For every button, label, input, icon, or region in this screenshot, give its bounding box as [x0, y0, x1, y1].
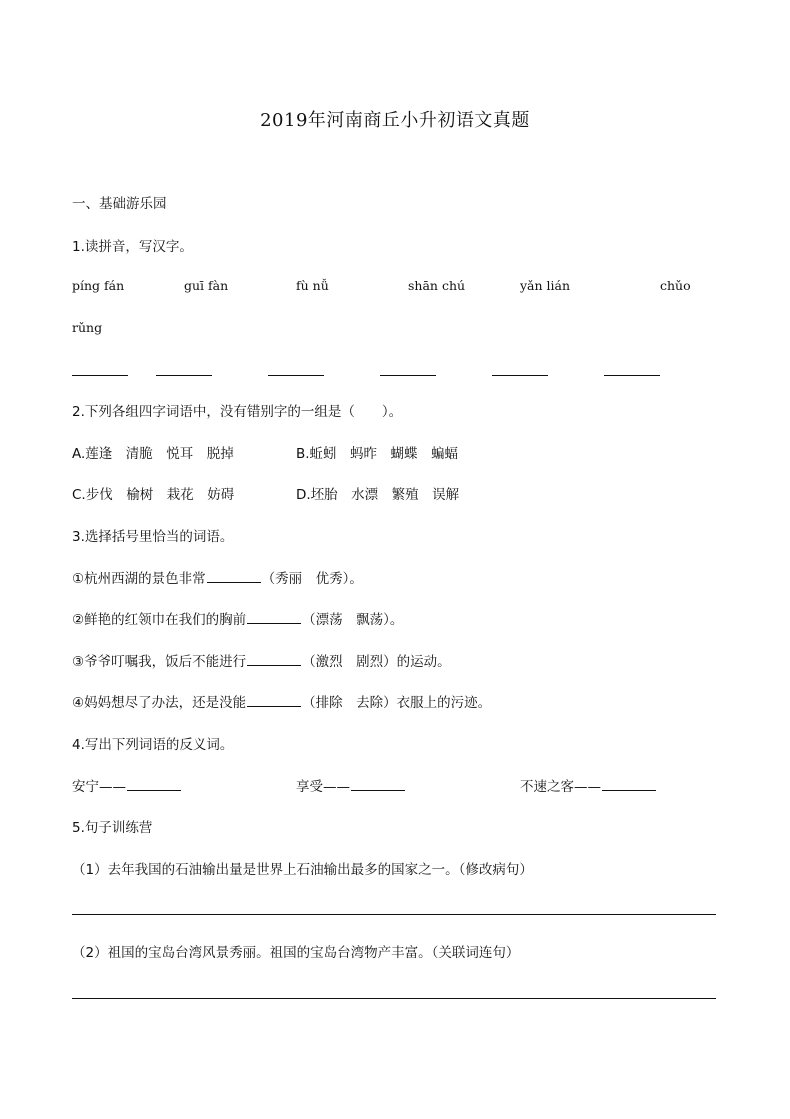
- pinyin-3: fù nǚ: [296, 278, 329, 293]
- item-text: ④妈妈想尽了办法，还是没能: [72, 695, 247, 711]
- answer-blank[interactable]: [207, 568, 261, 583]
- question-3-item-1: [72, 567, 363, 587]
- question-5-item-2: （2）祖国的宝岛台湾风景秀丽。祖国的宝岛台湾物产丰富。（关联词连句）: [72, 945, 520, 961]
- item-text: ①杭州西湖的景色非常: [72, 571, 206, 587]
- answer-blank[interactable]: [247, 609, 301, 624]
- answer-line-1[interactable]: [72, 914, 716, 915]
- answer-blank-2[interactable]: [156, 375, 212, 376]
- antonym-item-2: [296, 775, 406, 795]
- answer-blank[interactable]: [247, 692, 301, 707]
- question-5-stem: 5.句子训练营: [72, 820, 153, 836]
- page-title: 2019年河南商丘小升初语文真题: [260, 110, 530, 131]
- item-text: 安宁——: [72, 779, 126, 795]
- answer-blank-1[interactable]: [72, 375, 128, 376]
- item-choices: （排除 去除）衣服上的污迹。: [302, 695, 492, 711]
- question-3-item-2: [72, 608, 403, 628]
- option-b[interactable]: B.蚯蚓 蚂昨 蝴蝶 蝙蝠: [296, 446, 459, 462]
- answer-blank-6[interactable]: [604, 375, 660, 376]
- question-5-item-1: （1）去年我国的石油输出量是世界上石油输出最多的国家之一。（修改病句）: [72, 862, 533, 878]
- question-4-stem: 4.写出下列词语的反义词。: [72, 737, 234, 753]
- item-text: ②鲜艳的红领巾在我们的胸前: [72, 612, 247, 628]
- section-heading: 一、基础游乐园: [72, 196, 167, 212]
- option-a[interactable]: A.莲逢 清脆 悦耳 脱掉: [72, 446, 234, 462]
- question-3-stem: 3.选择括号里恰当的词语。: [72, 529, 234, 545]
- item-choices: （激烈 剧烈）的运动。: [302, 654, 451, 670]
- pinyin-1: píng fán: [72, 278, 125, 293]
- option-c[interactable]: C.步伐 榆树 栽花 妨碍: [72, 487, 235, 503]
- question-3-item-3: [72, 650, 451, 670]
- answer-blank-5[interactable]: [492, 375, 548, 376]
- answer-blank[interactable]: [127, 776, 181, 791]
- item-choices: （漂荡 飘荡）。: [302, 612, 404, 628]
- pinyin-6-cont: rǔng: [72, 320, 103, 335]
- answer-blank-3[interactable]: [268, 375, 324, 376]
- answer-blank[interactable]: [247, 651, 301, 666]
- pinyin-2: guī fàn: [184, 278, 229, 293]
- question-1-stem: 1.读拼音，写汉字。: [72, 239, 193, 255]
- item-choices: （秀丽 优秀）。: [261, 571, 363, 587]
- option-d[interactable]: D.坯胎 水漂 繁殖 误解: [296, 487, 460, 503]
- answer-blank[interactable]: [351, 776, 405, 791]
- item-text: 不速之客——: [520, 779, 601, 795]
- pinyin-5: yǎn lián: [520, 278, 571, 293]
- question-2-stem: 2.下列各组四字词语中，没有错别字的一组是（ ）。: [72, 404, 403, 420]
- antonym-item-1: [72, 775, 182, 795]
- antonym-item-3: [520, 775, 657, 795]
- question-3-item-4: [72, 691, 491, 711]
- answer-line-2[interactable]: [72, 998, 716, 999]
- answer-blank[interactable]: [602, 776, 656, 791]
- pinyin-6: chǔo: [660, 278, 691, 293]
- pinyin-4: shān chú: [408, 278, 466, 293]
- item-text: ③爷爷叮嘱我，饭后不能进行: [72, 654, 247, 670]
- answer-blank-4[interactable]: [380, 375, 436, 376]
- item-text: 享受——: [296, 779, 350, 795]
